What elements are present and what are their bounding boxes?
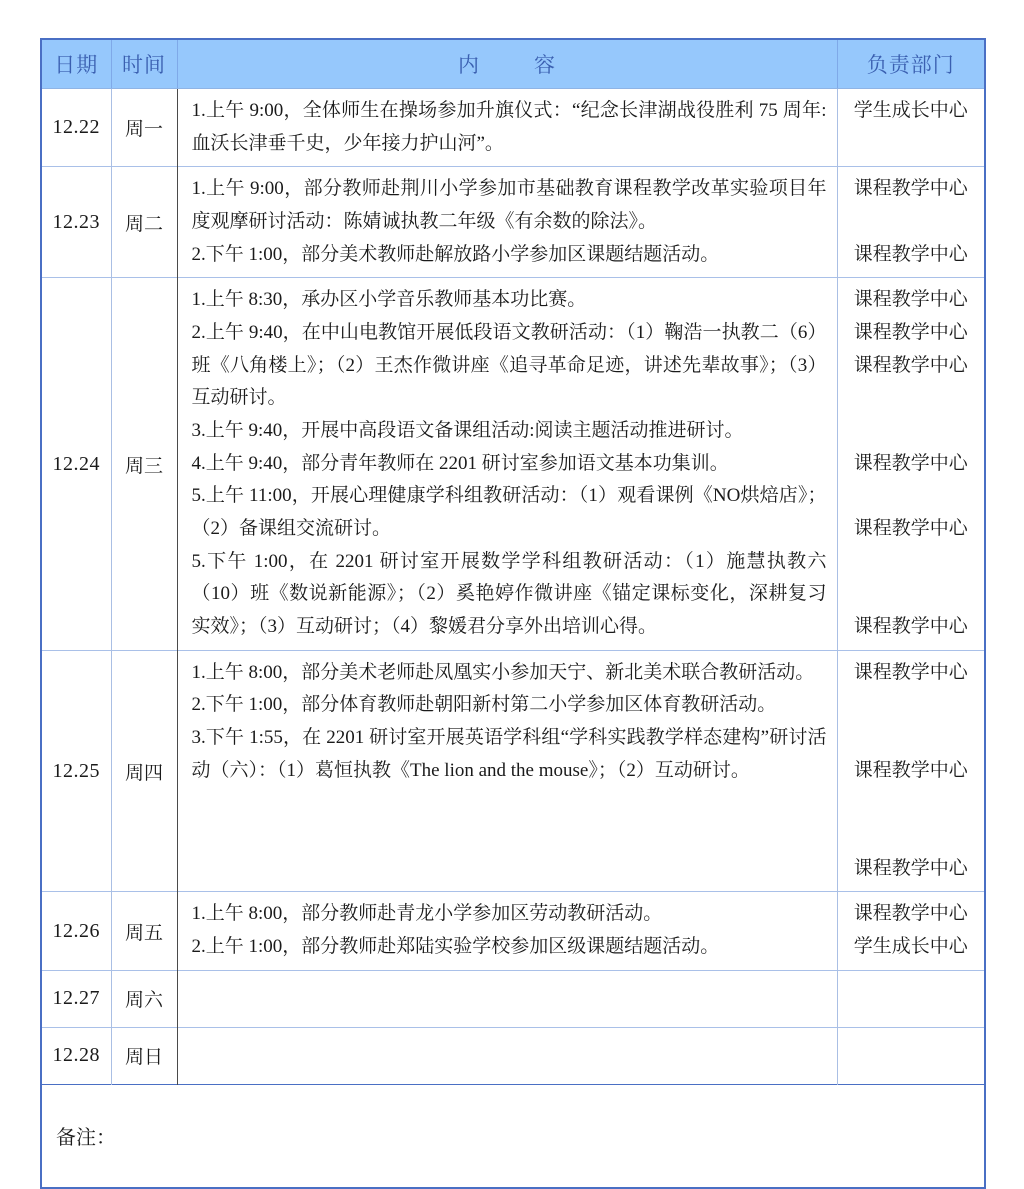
column-header-time: 时间: [111, 39, 177, 89]
cell-weekday: 周二: [111, 167, 177, 278]
table-header: [41, 39, 985, 89]
department-name: 课程教学中心: [853, 616, 968, 638]
cell-department: [837, 278, 985, 650]
column-header-content: [177, 39, 837, 89]
department-name: 课程教学中心: [853, 903, 968, 925]
cell-weekday: 周三: [111, 278, 177, 650]
cell-department: [837, 1027, 985, 1084]
cell-department: [837, 89, 985, 167]
cell-date: 12.27: [41, 970, 111, 1027]
cell-date: 12.22: [41, 89, 111, 167]
cell-department: [837, 970, 985, 1027]
content-header-part-1: 内: [458, 53, 480, 77]
department-name: 课程教学中心: [853, 452, 968, 474]
weekly-schedule-table: [40, 38, 986, 1189]
table-footer: [41, 1084, 985, 1188]
department-name: 学生成长中心: [853, 100, 968, 121]
cell-date: 12.25: [41, 650, 111, 892]
table-body: [41, 89, 985, 1085]
cell-content: [177, 1027, 837, 1084]
cell-date: 12.23: [41, 167, 111, 278]
content-item: 2.上午 9:40，在中山电教馆开展低段语文教研活动：（1）鞠浩一执教二（6）班《八角楼上》；（2）王杰作微讲座《追寻革命足迹，讲述先辈故事》；（3）互动研讨。: [191, 322, 827, 409]
cell-content: [177, 892, 837, 970]
department-name: 学生成长中心: [853, 936, 968, 958]
content-item: 2.下午 1:00，部分美术教师赴解放路小学参加区课题结题活动。: [191, 243, 720, 265]
cell-content: [177, 278, 837, 650]
notes-row: [41, 1084, 985, 1188]
department-name: 课程教学中心: [853, 354, 968, 376]
cell-weekday: 周六: [111, 970, 177, 1027]
content-item: 3.上午 9:40，开展中高段语文备课组活动:阅读主题活动推进研讨。: [191, 420, 744, 442]
table-row: [41, 650, 985, 892]
table-row: [41, 1027, 985, 1084]
content-item: 2.上午 1:00，部分教师赴郑陆实验学校参加区级课题结题活动。: [191, 936, 720, 958]
cell-date: 12.28: [41, 1027, 111, 1084]
header-row: [41, 39, 985, 89]
cell-department: [837, 167, 985, 278]
department-name: 课程教学中心: [853, 661, 968, 683]
content-item: 5.上午 11:00，开展心理健康学科组教研活动：（1）观看课例《NO烘焙店》；（2）备课组交流研讨。: [191, 485, 827, 540]
cell-weekday: 周一: [111, 89, 177, 167]
content-item: 2.下午 1:00，部分体育教师赴朝阳新村第二小学参加区体育教研活动。: [191, 694, 777, 716]
notes-label: 备注：: [41, 1084, 985, 1188]
table-row: [41, 970, 985, 1027]
department-name: 课程教学中心: [853, 759, 968, 781]
department-name: 课程教学中心: [853, 243, 968, 265]
department-name: 课程教学中心: [853, 178, 968, 200]
cell-department: [837, 892, 985, 970]
content-item: 1.上午 9:00，部分教师赴荆川小学参加市基础教育课程教学改革实验项目年度观摩研讨活动：陈婧诚执教二年级《有余数的除法》。: [191, 178, 827, 233]
table-row: [41, 892, 985, 970]
cell-date: 12.24: [41, 278, 111, 650]
table-row: [41, 89, 985, 167]
content-header-part-2: 容: [534, 53, 556, 77]
cell-weekday: 周五: [111, 892, 177, 970]
content-item: 1.上午 9:00，全体师生在操场参加升旗仪式：“纪念长津湖战役胜利 75 周年:血沃长津垂千史，少年接力护山河”。: [191, 100, 827, 154]
column-header-date: 日期: [41, 39, 111, 89]
cell-weekday: 周日: [111, 1027, 177, 1084]
department-name: 课程教学中心: [853, 289, 968, 311]
content-item: 1.上午 8:30，承办区小学音乐教师基本功比赛。: [191, 289, 587, 311]
table-row: [41, 167, 985, 278]
content-item: 5.下午 1:00，在 2201 研讨室开展数学学科组教研活动：（1）施慧执教六（10）班《数说新能源》；（2）奚艳婷作微讲座《锚定课标变化，深耕复习实效》；（3）互动研讨；（4）黎媛君分享外出培训心得。: [191, 550, 827, 638]
content-item: 1.上午 8:00，部分教师赴青龙小学参加区劳动教研活动。: [191, 903, 663, 925]
cell-department: [837, 650, 985, 892]
cell-content: [177, 970, 837, 1027]
cell-content: [177, 167, 837, 278]
content-item: 3.下午 1:55，在 2201 研讨室开展英语学科组“学科实践教学样态建构”研讨活动（六）：（1）葛恒执教《The lion and the mouse》；（2）互动研讨。: [191, 727, 827, 781]
cell-weekday: 周四: [111, 650, 177, 892]
column-header-department: 负责部门: [837, 39, 985, 89]
cell-content: [177, 89, 837, 167]
department-name: 课程教学中心: [853, 322, 968, 344]
cell-content: [177, 650, 837, 892]
department-name: 课程教学中心: [853, 857, 968, 879]
content-item: 1.上午 8:00，部分美术老师赴凤凰实小参加天宁、新北美术联合教研活动。: [191, 661, 815, 683]
cell-date: 12.26: [41, 892, 111, 970]
content-item: 4.上午 9:40，部分青年教师在 2201 研讨室参加语文基本功集训。: [191, 452, 729, 474]
table-row: [41, 278, 985, 650]
department-name: 课程教学中心: [853, 518, 968, 540]
